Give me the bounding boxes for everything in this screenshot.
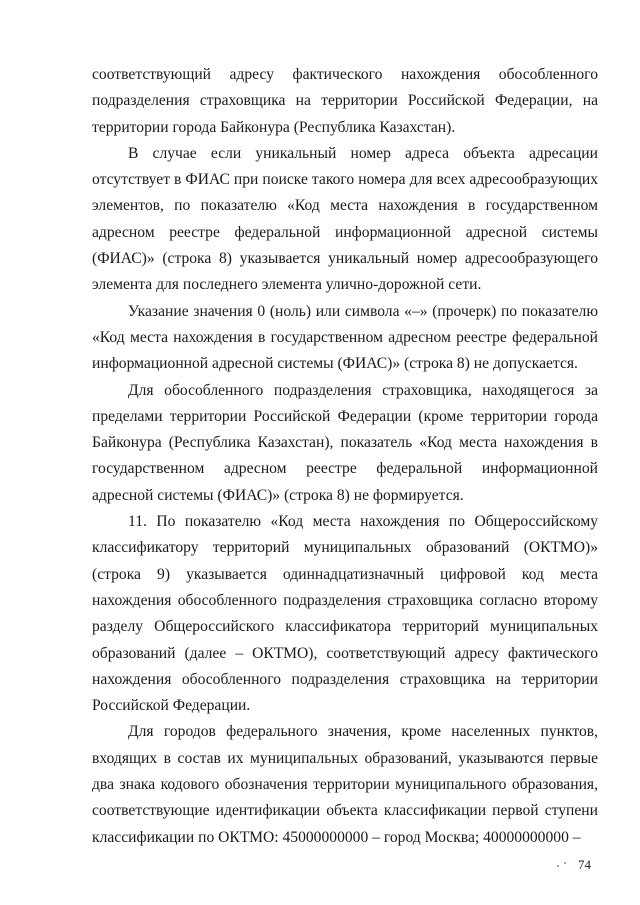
paragraph-outside-russia: Для обособленного подразделения страховщика, находящегося за пределами территории Российской Федерации (кроме территории города Байконура (Республика Казахстан), показатель «Код места нахождения в государственном адресном реестре федеральной информационной адресной системы (ФИАС)» (строка 8) не формируется. [92,381,598,504]
paragraph-item-11-oktmo: 11. По показателю «Код места нахождения по Общероссийскому классификатору территорий муниципальных образований (ОКТМО)» (строка 9) указывается одиннадцатизначный цифровой код места нахождения обособленного подразделения страховщика согласно второму разделу Общероссийского классификатора территорий муниципальных образований (далее – ОКТМО), соответствующий адресу фактического нахождения обособленного подразделения страховщика на территории Российской Федерации. [92,513,598,715]
document-body [92,62,598,851]
page-number: 74 [578,857,591,872]
scan-artifact-dots [557,862,571,868]
paragraph-fias-missing-number: В случае если уникальный номер адреса объекта адресации отсутствует в ФИАС при поиске такого номера для всех адресообразующих элементов, по показателю «Код места нахождения в государственном адресном реестре федеральной информационной адресной системы (ФИАС)» (строка 8) указывается уникальный номер адресообразующего элемента для последнего элемента улично-дорожной сети. [92,144,598,294]
paragraph-federal-cities: Для городов федерального значения, кроме населенных пунктов, входящих в состав их муниципальных образований, указываются первые два знака кодового обозначения территории муниципального образования, соответствующие идентификации объекта классификации первой ступени классификации по ОКТМО: 45000000000 – город Москва; 40000000000 – [92,723,598,846]
paragraph-continuation: соответствующий адресу фактического нахождения обособленного подразделения страховщика на территории Российской Федерации, на территории города Байконура (Республика Казахстан). [92,66,598,136]
paragraph-zero-not-allowed: Указание значения 0 (ноль) или символа «–» (прочерк) по показателю «Код места нахождения в государственном адресном реестре федеральной информационной адресной системы (ФИАС)» (строка 8) не допускается. [92,302,598,373]
